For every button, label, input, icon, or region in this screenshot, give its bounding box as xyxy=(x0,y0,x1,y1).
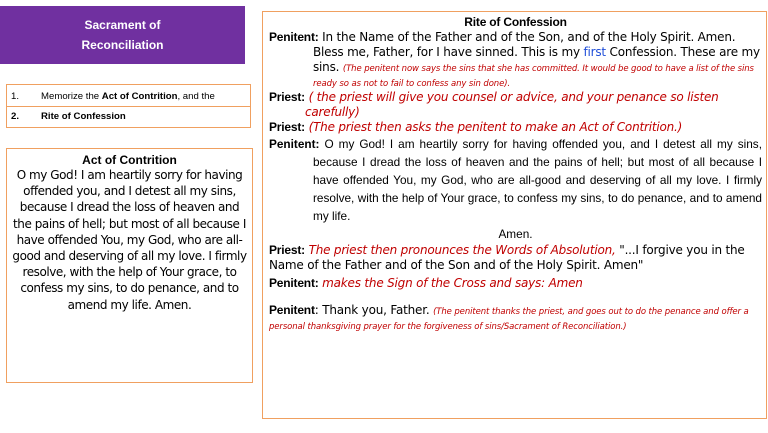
step-item-2 xyxy=(11,107,246,126)
rite-amen: Amen. xyxy=(498,227,533,241)
thanks-note: (The penitent thanks the priest, and goes out to do the penance and offer a personal thanksgiving prayer for the forgiveness of sins/Sacrament of Reconciliation.) xyxy=(269,307,749,332)
rite-priest-absolution: Priest: The priest then pronounces the Words of Absolution, "...I forgive you in the Name of the Father and of the Son and of the Holy Spirit. Amen" xyxy=(269,243,745,272)
rite-priest-contrition: Priest: (The priest then asks the penitent to make an Act of Contrition.) xyxy=(269,120,683,134)
rite-priest-counsel: Priest: ( the priest will give you counsel or advice, and your penance so listen carefully) xyxy=(269,90,719,119)
rite-of-confession-box xyxy=(262,11,767,419)
step-text: Memorize the Act of Contrition, and the xyxy=(41,91,215,102)
rite-penitent-sign-of-cross: Penitent: makes the Sign of the Cross and says: Amen xyxy=(269,276,583,290)
rite-penitent-contrition: Penitent: O my God! I am heartily sorry for having offended you, and I detest all my sins, because I dread the loss of heaven and the pains of hell; but most of all because I have offended You, my God, who are all-good and deserving of all my love. I firmly resolve, with the help of Your grace, to confess my sins, to do penance, and to amend my life. xyxy=(269,137,762,223)
rite-penitent-thanks: Penitent: Thank you, Father. (The penitent thanks the priest, and goes out to do the penance and offer a personal thanksgiving prayer for the forgiveness of sins/Sacrament of Reconciliation.) xyxy=(269,303,749,332)
contrition-title: Act of Contrition xyxy=(82,153,177,167)
rite-penitent-opening: Penitent: In the Name of the Father and of the Son, and of the Holy Spirit. Amen. Bless me, Father, for I have sinned. This is my first Confession. These are my sins. (The penitent now says the sins that she has committed. It would be good to have a list of the sins ready so as not to fail to confess any sin done). xyxy=(269,30,760,89)
step-text: Rite of Confession xyxy=(41,111,126,122)
sins-note: (The penitent now says the sins that she has committed. It would be good to have a list of the sins ready so as not to fail to confess any sin done). xyxy=(313,64,754,89)
first-word: first xyxy=(583,45,606,59)
step-number: 1. xyxy=(11,91,20,102)
step-number: 2. xyxy=(11,111,20,122)
act-of-contrition-box xyxy=(6,148,253,383)
header-banner xyxy=(0,6,245,64)
contrition-text: O my God! I am heartily sorry for having offended you, and I detest all my sins, because I dread the loss of heaven and the pains of hell; but most of all because I have offended You, my God, who are all-good and deserving of all my love. I firmly resolve, with the help of Your grace, to confess my sins, to do penance, and to amend my life. Amen. xyxy=(12,168,247,312)
steps-list xyxy=(6,84,251,128)
header-line-2: Reconciliation xyxy=(81,38,164,52)
header-line-1: Sacrament of xyxy=(84,18,161,32)
step-item-1 xyxy=(11,87,246,106)
rite-title: Rite of Confession xyxy=(464,15,567,29)
